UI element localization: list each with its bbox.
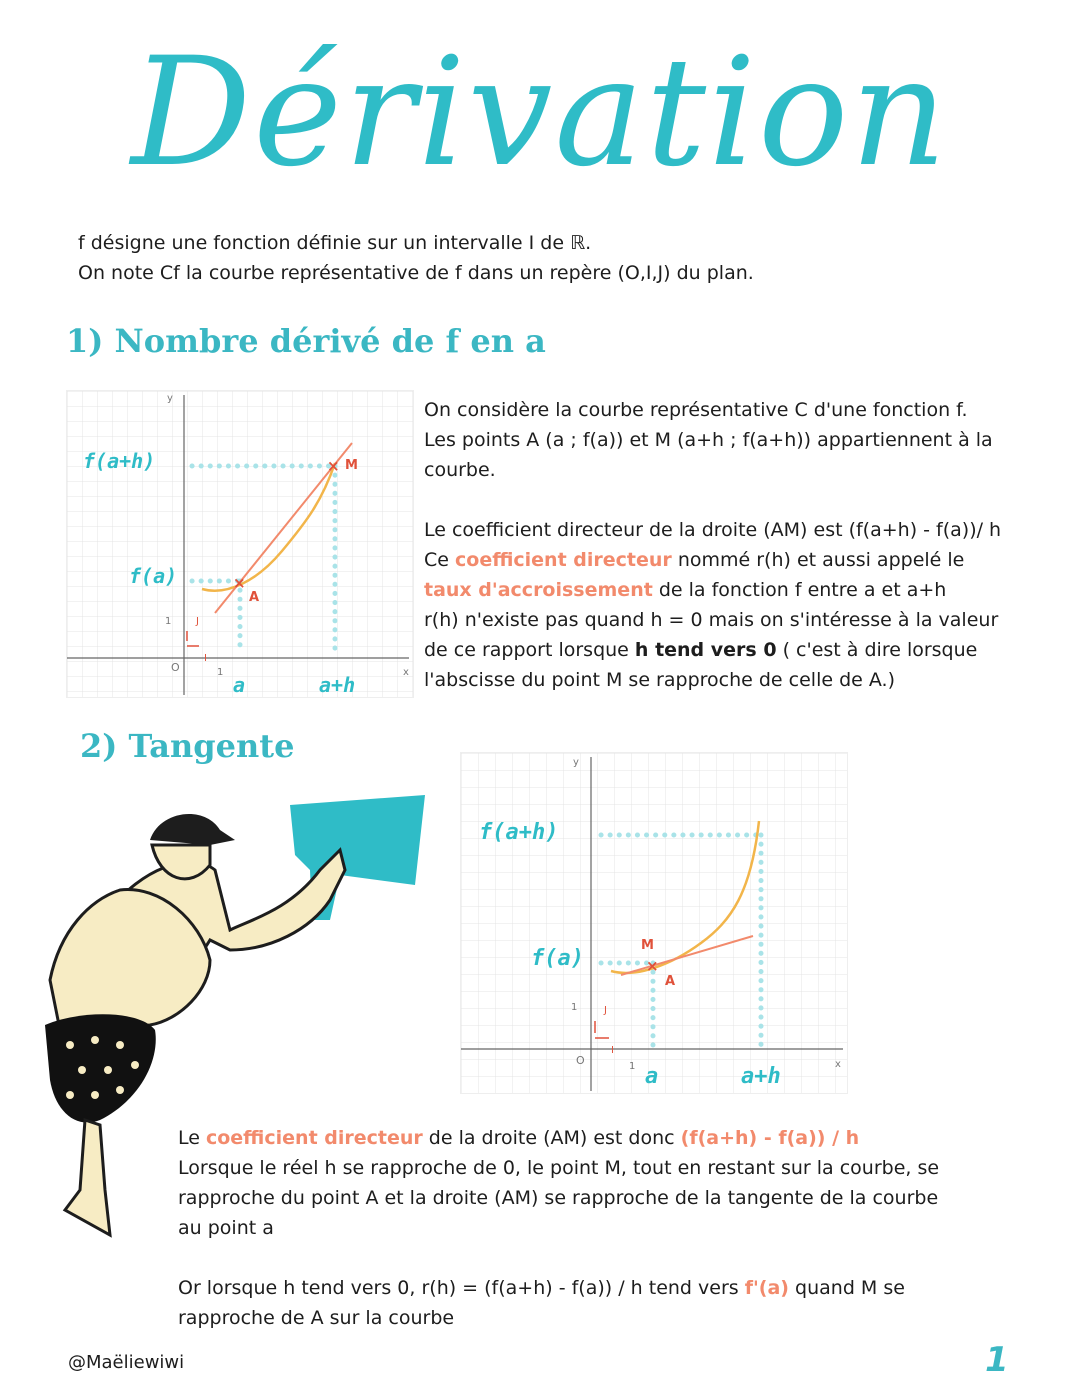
y-axis-label: y xyxy=(167,393,173,404)
s1-line: r(h) n'existe pas quand h = 0 mais on s'intéresse à la valeur xyxy=(424,609,999,631)
text-span: ( c'est à dire lorsque xyxy=(776,639,978,661)
text-span: de ce rapport lorsque xyxy=(424,639,635,661)
text-span: de la fonction f entre a et a+h xyxy=(652,579,947,601)
accent-text: f'(a) xyxy=(744,1277,789,1299)
s1-line: courbe. xyxy=(424,459,496,481)
accent-text: (f(a+h) - f(a)) / h xyxy=(680,1127,860,1149)
j-label: J xyxy=(196,616,199,627)
a-label: a xyxy=(233,673,246,697)
section-1-heading: 1) Nombre dérivé de f en a xyxy=(66,322,546,360)
y-axis-label: y xyxy=(573,757,579,768)
s1-line xyxy=(424,635,1044,665)
fah-label: f(a+h) xyxy=(83,449,156,473)
fah-label: f(a+h) xyxy=(479,820,559,845)
page-title: Dérivation xyxy=(130,26,950,200)
text-span: Or lorsque h tend vers 0, r(h) = (f(a+h) - f(a)) / h tend vers xyxy=(178,1277,745,1299)
page-number: 1 xyxy=(985,1340,1009,1380)
point-m-label: M xyxy=(641,938,654,953)
one-x-label: 1 xyxy=(217,667,224,678)
accent-text: taux d'accroissement xyxy=(424,579,653,601)
intro-line-2: On note Cf la courbe représentative de f dans un repère (O,I,J) du plan. xyxy=(78,262,754,284)
origin-label: O xyxy=(576,1054,585,1067)
ah-label: a+h xyxy=(741,1064,781,1089)
s2-line xyxy=(178,1273,1048,1303)
s1-line xyxy=(424,545,1044,575)
one-y-label: 1 xyxy=(571,1002,578,1013)
graph-tangent xyxy=(460,752,848,1094)
text-span: Ce xyxy=(424,549,455,571)
svg-text:×: × xyxy=(646,957,659,975)
s1-line: Les points A (a ; f(a)) et M (a+h ; f(a+h)) appartiennent à la xyxy=(424,429,993,451)
point-a-label: A xyxy=(249,590,260,605)
origin-label: O xyxy=(171,661,180,674)
graph-secant xyxy=(66,390,414,698)
text-span: Le xyxy=(178,1127,206,1149)
i-label: I xyxy=(611,1045,614,1056)
text-span: de la droite (AM) est donc xyxy=(422,1127,681,1149)
ah-label: a+h xyxy=(319,673,356,697)
one-x-label: 1 xyxy=(629,1061,636,1072)
s2-line: Lorsque le réel h se rapproche de 0, le point M, tout en restant sur la courbe, se xyxy=(178,1157,940,1179)
s1-line: On considère la courbe représentative C d'une fonction f. xyxy=(424,399,968,421)
text-span: quand M se xyxy=(789,1277,905,1299)
section-2-text xyxy=(178,1123,1048,1333)
j-label: J xyxy=(604,1005,607,1016)
s2-line: rapproche de A sur la courbe xyxy=(178,1307,455,1329)
s1-line: l'abscisse du point M se rapproche de celle de A.) xyxy=(424,669,895,691)
i-label: I xyxy=(204,653,207,664)
bold-text: h tend vers 0 xyxy=(634,639,777,661)
s2-line: rapproche du point A et la droite (AM) se rapproche de la tangente de la courbe xyxy=(178,1187,939,1209)
a-label: a xyxy=(645,1064,659,1089)
x-axis-label: x xyxy=(835,1059,841,1070)
s2-line xyxy=(178,1123,1048,1153)
author-handle: @Maëliewiwi xyxy=(68,1352,185,1373)
one-y-label: 1 xyxy=(165,616,172,627)
svg-text:×: × xyxy=(327,457,340,475)
point-a-label: A xyxy=(665,974,676,989)
text-span: nommé r(h) et aussi appelé le xyxy=(671,549,965,571)
accent-text: coefficient directeur xyxy=(205,1127,423,1149)
s2-line: au point a xyxy=(178,1217,274,1239)
point-m-label: M xyxy=(345,458,358,473)
accent-text: coefficient directeur xyxy=(455,549,672,571)
section-2-heading: 2) Tangente xyxy=(80,727,295,765)
intro-text xyxy=(78,228,754,288)
fa-label: f(a) xyxy=(129,564,178,588)
section-1-text xyxy=(424,395,1044,695)
fa-label: f(a) xyxy=(531,946,584,971)
s1-line: Le coefficient directeur de la droite (AM) est (f(a+h) - f(a))/ h xyxy=(424,519,1002,541)
s1-line xyxy=(424,575,1044,605)
intro-line-1: f désigne une fonction définie sur un intervalle I de ℝ. xyxy=(78,232,592,254)
x-axis-label: x xyxy=(403,667,409,678)
svg-text:×: × xyxy=(233,574,246,592)
